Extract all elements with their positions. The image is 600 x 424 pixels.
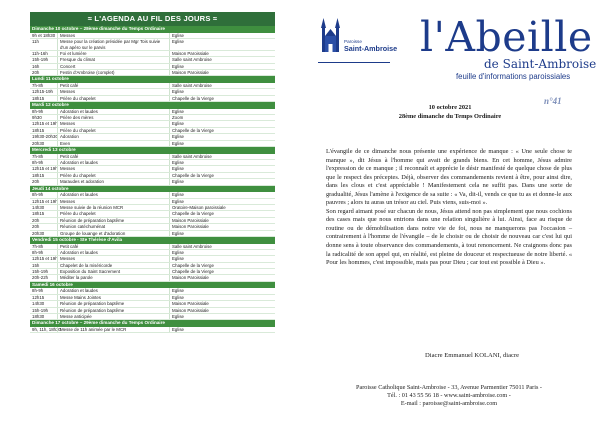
masthead bbox=[318, 13, 597, 86]
agenda-event: Méditer la parole bbox=[57, 275, 169, 280]
agenda-row bbox=[30, 39, 275, 51]
agenda-event: Even bbox=[57, 141, 169, 146]
agenda-time: 7h-8h bbox=[32, 243, 44, 249]
agenda-row bbox=[30, 327, 275, 333]
agenda-place: Chapelle de la Vierge bbox=[169, 211, 275, 216]
agenda-event: Messes bbox=[57, 33, 169, 38]
agenda-time: 14h30 bbox=[32, 301, 45, 307]
agenda-event: Concert bbox=[57, 64, 169, 69]
agenda-event: Fresque du climat bbox=[57, 57, 169, 62]
agenda-event: Adoration et laudes bbox=[57, 250, 169, 255]
agenda-place: Maison Paroissiale bbox=[169, 275, 275, 280]
agenda-place: Eglise bbox=[169, 134, 275, 139]
agenda-place: Maison Paroissiale bbox=[169, 218, 275, 223]
editorial-paragraph: Son regard aimant posé sur chacun de nous, Jésus attend non pas simplement que nous cochions des cases mais que nous entrions dans une relation singulière à lui. Ainsi, face au risque de routine ou de démobilisation dans notre vie de foi, nous ne manquerons pas l'occasion – contrairement à l'homme de l'évangile – de le choisir ou de choisir de nouveau car c'est lui qui donne sens à toute observance des commandements, à tout renoncement. Ne craignons donc pas la radicalité de son appel qui, en réalité, est pleine de douceur et respectueuse de notre liberté. « Pour les hommes, c'est impossible, mais pas pour Dieu ; car tout est possible à Dieu ». bbox=[326, 207, 572, 267]
agenda-place: Eglise bbox=[169, 295, 275, 300]
agenda-time: 8h-9h bbox=[32, 160, 44, 166]
agenda-time: 12h15 et 19h bbox=[32, 166, 58, 172]
agenda-event: Messes bbox=[57, 121, 169, 126]
editorial-signature: Diacre Emmanuel KOLANI, diacre bbox=[425, 352, 520, 359]
logo-parish-label: Paroisse bbox=[344, 39, 362, 44]
agenda-time: 12h15 et 19h bbox=[32, 121, 58, 127]
agenda-time: 19h30-20h30 bbox=[32, 134, 58, 140]
agenda-time: 15h bbox=[32, 262, 40, 268]
agenda-event: Messe Mains Jointes bbox=[57, 295, 169, 300]
agenda-day-header: Lundi 11 octobre bbox=[30, 76, 275, 83]
agenda-event: Maraudes et adoration bbox=[57, 179, 169, 184]
agenda-place: Eglise bbox=[169, 166, 275, 171]
agenda-place: Maison Paroissiale bbox=[169, 70, 275, 75]
newsletter-subtitle: de Saint-Ambroise bbox=[484, 57, 597, 71]
agenda-place: Chapelle de la Vierge bbox=[169, 263, 275, 268]
footer-phone-web: Tél. : 01 43 55 56 18 - www.saint-ambroise.com - bbox=[387, 392, 511, 399]
agenda-event: Prière du chapelet bbox=[57, 96, 169, 101]
agenda-event: Messe anticipée bbox=[57, 314, 169, 319]
agenda-time: 11h bbox=[32, 38, 39, 44]
agenda-time: 9h, 11h, 18h30 bbox=[32, 327, 61, 332]
agenda-event: Petit café bbox=[57, 83, 169, 88]
agenda-time: 12h15-19h bbox=[32, 89, 53, 95]
agenda-event: Adoration et laudes bbox=[57, 192, 169, 197]
agenda-event: Réunion de préparation baptême bbox=[57, 301, 169, 306]
agenda-place: Eglise bbox=[169, 231, 275, 236]
agenda-day-header: Dimanche 17 octobre – 29ème dimanche du Temps Ordinaire bbox=[30, 320, 275, 327]
church-logo-icon bbox=[318, 16, 390, 60]
editorial-paragraph: L'évangile de ce dimanche nous présente une expérience de manque : « Une seule chose te manque », dit Jésus à l'homme qui avait de grands biens. En cet homme, Jésus admire l'expression de ce manque ; il reconnaît et apprécie le désir manifesté de quelque chose de plus que le respect des préceptes. Déjà, observer des commandements revient à être, pour ainsi dire, dans les clous et c'est appréciable ! Manifestement cela ne suffit pas. Dans une sorte de gradualité, Jésus l'amène à l'exigence de sa suite : « Va, dit-il, vends ce que tu as et donne-le aux pauvres ; alors tu auras un trésor au ciel. Puis viens, suis-moi ». bbox=[326, 148, 572, 207]
agenda-time: 20h bbox=[32, 69, 40, 75]
agenda-place: Eglise bbox=[169, 192, 275, 197]
agenda-place: Maison Paroissiale bbox=[169, 224, 275, 229]
agenda-day-header: Mercredi 13 octobre bbox=[30, 147, 275, 154]
agenda-event: Adoration et laudes bbox=[57, 109, 169, 114]
issue-date: 10 octobre 2021 bbox=[428, 104, 472, 111]
agenda-event: Réunion de préparation baptême bbox=[57, 218, 169, 223]
footer-address: Paroisse Catholique Saint-Ambroise - 33, Avenue Parmentier 75011 Paris - bbox=[356, 384, 542, 391]
agenda-time: 18h15 bbox=[32, 172, 45, 178]
logo-divider bbox=[318, 62, 390, 63]
agenda-time: 7h-8h bbox=[32, 153, 44, 159]
agenda-table bbox=[30, 12, 275, 333]
agenda-time: 15h-19h bbox=[32, 307, 49, 313]
agenda-time: 8h-9h bbox=[32, 108, 44, 114]
agenda-day-header: Vendredi 15 octobre - Ste Thérèse d'Avila bbox=[30, 237, 275, 244]
agenda-time: 9h30 bbox=[32, 115, 42, 121]
agenda-event: Groupe de louange et d'adoration bbox=[57, 231, 169, 236]
agenda-time: 9h et 18h30 bbox=[32, 32, 56, 38]
agenda-event: Messe de 11h animée par le MCR bbox=[57, 327, 169, 332]
agenda-event: Petit café bbox=[57, 244, 169, 249]
agenda-event: Messes bbox=[57, 256, 169, 261]
agenda-place: Eglise bbox=[169, 109, 275, 114]
agenda-day-header: Samedi 16 octobre bbox=[30, 282, 275, 289]
agenda-time: 15h-19h bbox=[32, 269, 49, 275]
agenda-time: 20h bbox=[32, 224, 40, 230]
agenda-event: Petit café bbox=[57, 154, 169, 159]
agenda-place: Eglise bbox=[169, 314, 275, 319]
agenda-time: 18h15 bbox=[32, 211, 45, 217]
agenda-time: 12h15 bbox=[32, 294, 45, 300]
agenda-time: 20h30 bbox=[32, 230, 45, 236]
agenda-body bbox=[30, 26, 275, 333]
agenda-place: Eglise bbox=[169, 199, 275, 204]
agenda-time: 8h-9h bbox=[32, 249, 44, 255]
agenda-time: 12h15 et 19h bbox=[32, 256, 58, 262]
agenda-place: Maison Paroissiale bbox=[169, 51, 275, 56]
agenda-time: 20h-22h bbox=[32, 275, 49, 281]
agenda-place: Eglise bbox=[169, 160, 275, 165]
agenda-event: Messes bbox=[57, 199, 169, 204]
agenda-event: Adoration et laudes bbox=[57, 288, 169, 293]
logo-parish-name: Saint-Ambroise bbox=[344, 44, 398, 53]
agenda-time: 8h-9h bbox=[32, 288, 44, 294]
contact-footer bbox=[326, 384, 572, 408]
agenda-place: Eglise bbox=[169, 256, 275, 261]
agenda-place: Eglise bbox=[169, 121, 275, 126]
agenda-event: Réunion de préparation baptême bbox=[57, 308, 169, 313]
agenda-place: Chapelle de la Vierge bbox=[169, 128, 275, 133]
agenda-day-header: Jeudi 14 octobre bbox=[30, 186, 275, 193]
agenda-time: 8h-9h bbox=[32, 192, 44, 198]
agenda-event: Festin d'Ambroise (complet) bbox=[57, 70, 169, 75]
agenda-event: Exposition du Saint Sacrement bbox=[57, 269, 169, 274]
agenda-place: Salle saint Ambroise bbox=[169, 154, 275, 159]
agenda-event: Messes bbox=[57, 89, 169, 94]
agenda-place: Salle saint Ambroise bbox=[169, 57, 275, 62]
agenda-time: 7h-8h bbox=[32, 82, 44, 88]
agenda-place: Salle saint Ambroise bbox=[169, 83, 275, 88]
agenda-place: Eglise bbox=[169, 327, 275, 332]
editorial-text bbox=[326, 148, 572, 268]
agenda-time: 12h15 et 19h bbox=[32, 198, 58, 204]
agenda-place: Chapelle de la Vierge bbox=[169, 269, 275, 274]
agenda-day-header: Mardi 12 octobre bbox=[30, 102, 275, 109]
agenda-event: Adoration bbox=[57, 134, 169, 139]
agenda-event: Prière du chapelet bbox=[57, 128, 169, 133]
agenda-place: Zoom bbox=[169, 115, 275, 120]
agenda-place: Eglise bbox=[169, 64, 275, 69]
agenda-event: Messe pour la création présidée par Mgr Tois suivie d'un apéro sur le parvis bbox=[57, 39, 169, 50]
agenda-place: Oratoire-Maison paroissiale bbox=[169, 205, 275, 210]
agenda-place: Eglise bbox=[169, 250, 275, 255]
agenda-time: 20h30 bbox=[32, 140, 45, 146]
newsletter-tagline: feuille d'informations paroissiales bbox=[456, 72, 571, 81]
agenda-time: 14h30 bbox=[32, 204, 45, 210]
issue-number: n°41 bbox=[544, 96, 562, 106]
agenda-event: Adoration et laudes bbox=[57, 160, 169, 165]
agenda-place: Maison Paroissiale bbox=[169, 308, 275, 313]
newsletter-title: l'Abeille bbox=[420, 13, 593, 61]
agenda-time: 18h30 bbox=[32, 314, 45, 320]
agenda-place: Chapelle de la Vierge bbox=[169, 96, 275, 101]
agenda-time: 18h15 bbox=[32, 95, 45, 101]
agenda-place: Eglise bbox=[169, 141, 275, 146]
agenda-place: Eglise bbox=[169, 288, 275, 293]
agenda-time: 11h-16h bbox=[32, 50, 48, 56]
agenda-place: Chapelle de la Vierge bbox=[169, 173, 275, 178]
agenda-event: Messe suivie de la réunion MCR bbox=[57, 205, 169, 210]
agenda-place: Eglise bbox=[169, 179, 275, 184]
agenda-place: Eglise bbox=[169, 39, 275, 50]
agenda-time: 20h bbox=[32, 179, 40, 185]
agenda-place: Maison Paroissiale bbox=[169, 301, 275, 306]
agenda-day-header: Dimanche 10 octobre – 28ème dimanche du Temps Ordinaire bbox=[30, 26, 275, 33]
agenda-place: Salle saint Ambroise bbox=[169, 244, 275, 249]
agenda-place: Eglise bbox=[169, 89, 275, 94]
agenda-event: Chapelet de la miséricorde bbox=[57, 263, 169, 268]
agenda-time: 15h-19h bbox=[32, 57, 49, 63]
agenda-event: Prière du chapelet bbox=[57, 211, 169, 216]
agenda-title: ≈ L'AGENDA AU FIL DES JOURS ≈ bbox=[30, 12, 275, 26]
agenda-place: Eglise bbox=[169, 33, 275, 38]
agenda-event: Prière du chapelet bbox=[57, 173, 169, 178]
agenda-event: Foi et lumière bbox=[57, 51, 169, 56]
agenda-time: 18h15 bbox=[32, 127, 45, 133]
agenda-time: 16h bbox=[32, 63, 40, 69]
agenda-event: Prière des mères bbox=[57, 115, 169, 120]
agenda-time: 20h bbox=[32, 217, 40, 223]
agenda-event: Réunion catéchuménat bbox=[57, 224, 169, 229]
footer-email: E-mail : paroisse@saint-ambroise.com bbox=[400, 400, 498, 407]
agenda-event: Messes bbox=[57, 166, 169, 171]
liturgical-sunday: 28ème dimanche du Temps Ordinaire bbox=[398, 113, 502, 120]
